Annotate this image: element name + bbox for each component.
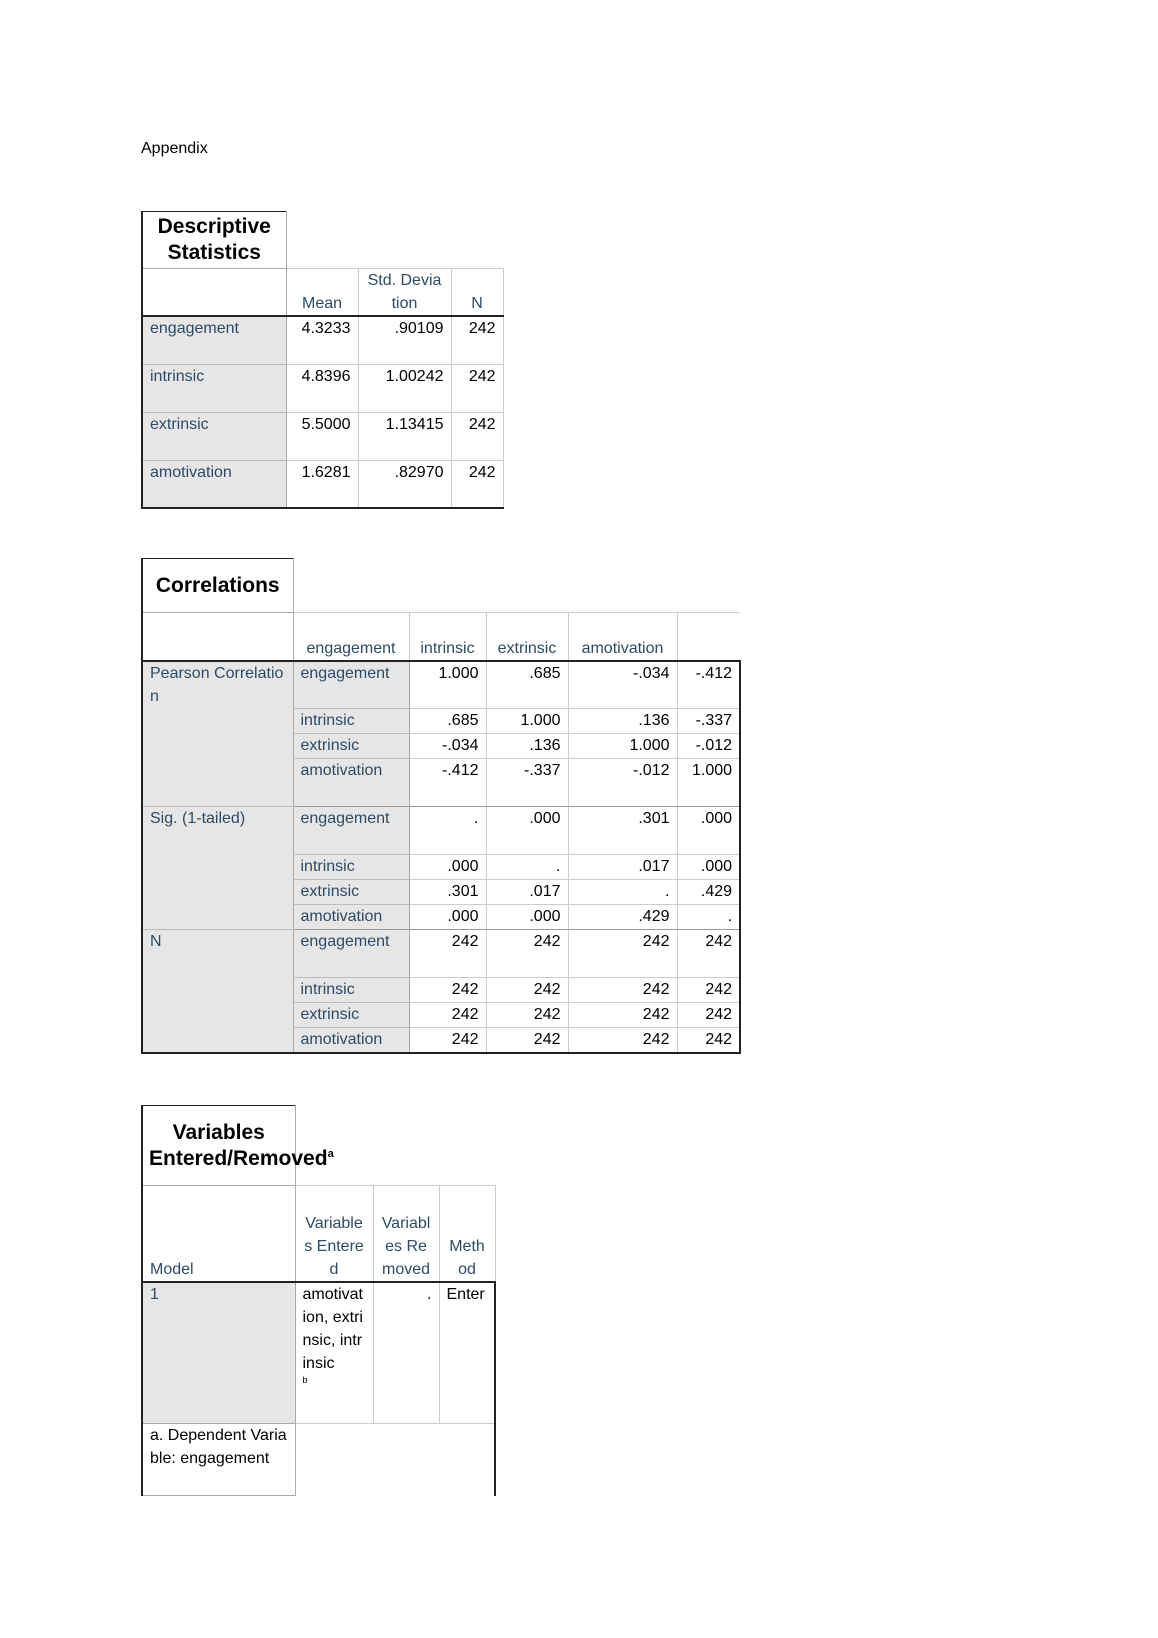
variables-header-removed: Variables Removed [373,1186,439,1282]
group-label-pearson: Pearson Correlation [142,661,293,807]
row-label: amotivation [142,460,286,508]
row-label: intrinsic [293,709,409,734]
variables-header-entered: Variables Entered [295,1186,373,1282]
cell-value: .000 [409,905,486,930]
cell-value: -.034 [409,734,486,759]
variables-title-text: Variables Entered/Removed [149,1120,328,1170]
cell-value: 1.000 [677,759,740,807]
cell-value: .000 [486,807,568,855]
cell-value: .136 [486,734,568,759]
cell-value: 242 [486,1003,568,1028]
cell-value: 242 [568,1028,677,1053]
cell-value: .000 [677,855,740,880]
descriptive-header-mean: Mean [286,269,358,317]
appendix-heading: Appendix [141,140,208,157]
dependent-variable-footnote: a. Dependent Variable: engagement [142,1424,295,1496]
cell-value: 242 [677,1003,740,1028]
correlations-header-extrinsic: extrinsic [486,613,568,661]
variables-title [142,1106,334,1186]
variables-header-model: Model [142,1186,295,1282]
row-label: engagement [293,807,409,855]
table-row [142,316,503,364]
cell-value: 242 [568,930,677,978]
cell-value: 242 [409,1028,486,1053]
cell-value: .685 [409,709,486,734]
cell-value: -.012 [677,734,740,759]
correlations-title: Correlations [142,559,293,613]
cell-value: .000 [409,855,486,880]
model-value: 1 [142,1282,295,1424]
group-label-n: N [142,930,293,1053]
cell-value: . [409,807,486,855]
correlations-header-amotivation: amotivation [568,613,677,661]
cell-value: . [677,905,740,930]
cell-value: -.412 [677,661,740,709]
cell-value: 242 [409,930,486,978]
cell-value: 242 [486,1028,568,1053]
table-row [142,661,740,709]
correlations-header-corner [142,613,293,661]
table-row [142,364,503,412]
cell-value: 1.000 [568,734,677,759]
cell-value: 242 [568,978,677,1003]
row-label: extrinsic [293,880,409,905]
group-label-sig: Sig. (1-tailed) [142,807,293,930]
cell-value: -.012 [568,759,677,807]
descriptive-header-n: N [451,269,503,317]
descriptive-header-corner [142,269,286,317]
descriptive-header-sd: Std. Deviation [358,269,451,317]
cell-value: 242 [677,930,740,978]
cell-value: . [486,855,568,880]
cell-value: -.337 [486,759,568,807]
row-label: amotivation [293,905,409,930]
cell-value: -.412 [409,759,486,807]
cell-value: . [568,880,677,905]
descriptive-statistics-table [141,211,504,509]
cell-value: 242 [409,1003,486,1028]
row-label: engagement [142,316,286,364]
table-row [142,412,503,460]
cell-value: 1.000 [409,661,486,709]
cell-value: -.337 [677,709,740,734]
variables-header-method: Method [439,1186,495,1282]
row-label: extrinsic [142,412,286,460]
row-label: extrinsic [293,734,409,759]
variables-entered-removed-table [141,1105,496,1496]
cell-value: .000 [486,905,568,930]
row-label: amotivation [293,759,409,807]
row-label: extrinsic [293,1003,409,1028]
table-row [142,460,503,508]
table-row [142,807,740,855]
sd-value: 1.13415 [358,412,451,460]
entered-cell [295,1282,373,1424]
cell-value: 242 [677,978,740,1003]
cell-value: .017 [568,855,677,880]
row-label: intrinsic [293,978,409,1003]
cell-value: 1.000 [486,709,568,734]
cell-value: 242 [486,930,568,978]
table-row [142,930,740,978]
row-label: intrinsic [293,855,409,880]
cell-value: 242 [409,978,486,1003]
table-row [142,1282,495,1424]
cell-value: .685 [486,661,568,709]
row-label: engagement [293,930,409,978]
method-value: Enter [439,1282,495,1424]
sd-value: .82970 [358,460,451,508]
entered-footnote-mark: b [302,1374,308,1385]
n-value: 242 [451,412,503,460]
cell-value: .429 [568,905,677,930]
n-value: 242 [451,460,503,508]
cell-value: .000 [677,807,740,855]
correlations-table [141,558,741,1054]
mean-value: 5.5000 [286,412,358,460]
cell-value: .017 [486,880,568,905]
cell-value: 242 [568,1003,677,1028]
row-label: amotivation [293,1028,409,1053]
row-label: intrinsic [142,364,286,412]
cell-value: .429 [677,880,740,905]
sd-value: 1.00242 [358,364,451,412]
variables-title-footnote-mark: a [327,1147,334,1160]
removed-value: . [373,1282,439,1424]
n-value: 242 [451,364,503,412]
row-label: engagement [293,661,409,709]
mean-value: 4.3233 [286,316,358,364]
entered-value: amotivation, extrinsic, intrinsic [302,1285,363,1372]
cell-value: 242 [486,978,568,1003]
descriptive-title: Descriptive Statistics [142,212,286,269]
mean-value: 4.8396 [286,364,358,412]
sd-value: .90109 [358,316,451,364]
n-value: 242 [451,316,503,364]
correlations-header-engagement: engagement [293,613,409,661]
correlations-header-intrinsic: intrinsic [409,613,486,661]
cell-value: 242 [677,1028,740,1053]
mean-value: 1.6281 [286,460,358,508]
cell-value: .301 [568,807,677,855]
cell-value: .301 [409,880,486,905]
cell-value: .136 [568,709,677,734]
cell-value: -.034 [568,661,677,709]
